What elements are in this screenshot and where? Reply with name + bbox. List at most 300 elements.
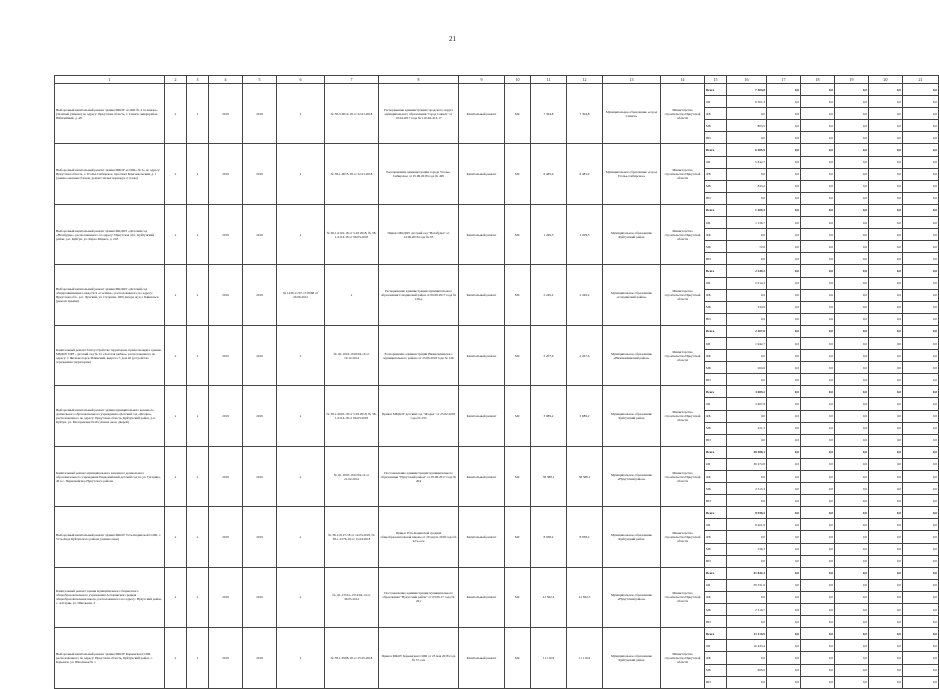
column-number-cell: 5 (243, 76, 277, 84)
funding-amount-cell: 0,0 (903, 676, 939, 688)
funding-amount-cell: 0,0 (903, 495, 939, 507)
funding-amount-cell: 0,0 (903, 591, 939, 603)
funding-amount-cell: 0,0 (903, 192, 939, 204)
expertise-cell: № 38-1-0568-18 от 25.05.2018 (325, 628, 379, 688)
municipality-cell: Муниципальное образование Куйтунский район (603, 386, 661, 446)
funding-source-cell: ОБ (705, 519, 727, 531)
funding-amount-cell: 0,0 (801, 241, 835, 253)
funding-amount-cell: 0,0 (869, 664, 903, 676)
funding-source-cell: ВИ (705, 616, 727, 628)
funding-source-cell: МБ (705, 241, 727, 253)
estimated-cost-cell: 2 249,2 (531, 265, 567, 325)
funding-amount-cell: 0,0 (869, 192, 903, 204)
funding-amount-cell: 0,0 (903, 507, 939, 519)
funding-amount-cell: 0,0 (869, 374, 903, 386)
funding-amount-cell: 0,0 (767, 156, 801, 168)
funding-source-cell: ВИ (705, 192, 727, 204)
funding-amount-cell: 0,0 (835, 229, 869, 241)
funding-amount-cell: 0,0 (869, 398, 903, 410)
funding-amount-cell: 0,0 (767, 120, 801, 132)
object-kind-cell: МС (505, 507, 531, 567)
col-2-cell: х (165, 446, 187, 506)
object-kind-cell: МС (505, 628, 531, 688)
customer-cell: Министерство строительства Иркутской области (661, 567, 705, 627)
funding-amount-cell: 843,2 (727, 180, 767, 192)
estimated-cost-cell: 3 689,2 (531, 386, 567, 446)
funding-source-cell: Всего (705, 204, 727, 216)
column-number-cell: 12 (567, 76, 603, 84)
col-2-cell: х (165, 567, 187, 627)
funding-amount-cell: 0,0 (869, 84, 903, 96)
object-kind-cell: МС (505, 325, 531, 385)
funding-amount-cell: 0,0 (801, 301, 835, 313)
object-kind-cell: МС (505, 386, 531, 446)
funding-amount-cell: 0,0 (801, 168, 835, 180)
funding-amount-cell: 0,0 (727, 555, 767, 567)
funding-amount-cell: 38 588,1 (727, 446, 767, 458)
funding-amount-cell: 0,0 (903, 168, 939, 180)
object-name-cell: Выборочный капитальный ремонт здания МБОУ «СОШ» № 5» по адресу: Иркутская область, г. Усолье-Сибирское, проспект Комсомольский, д. 1 (замена оконных блоков, ремонт малых коридора 2 этажа) (55, 144, 165, 204)
funding-amount-cell: 0,0 (835, 350, 869, 362)
funding-amount-cell: 0,0 (767, 567, 801, 579)
funding-amount-cell: 39 331,6 (727, 579, 767, 591)
funding-amount-cell: 0,0 (727, 192, 767, 204)
municipality-cell: Муниципальное образование «город Саянск» (603, 84, 661, 144)
end-year-cell: 2019 (243, 567, 277, 627)
object-kind-cell: МС (505, 144, 531, 204)
funding-amount-cell: 2 207,6 (727, 325, 767, 337)
funding-amount-cell: 0,0 (835, 362, 869, 374)
funding-amount-cell: 0,0 (767, 229, 801, 241)
funding-amount-cell: 0,0 (869, 471, 903, 483)
funding-source-cell: ВИ (705, 313, 727, 325)
funding-amount-cell: 0,0 (801, 446, 835, 458)
funding-amount-cell: 0,0 (835, 289, 869, 301)
funding-amount-cell: 0,0 (835, 180, 869, 192)
funding-amount-cell: 2 510,7 (727, 604, 767, 616)
funding-amount-cell: 0,0 (835, 434, 869, 446)
funding-amount-cell: 0,0 (801, 180, 835, 192)
funding-amount-cell: 0,0 (767, 144, 801, 156)
remaining-cost-cell: 1 209,3 (567, 204, 603, 264)
funding-amount-cell: 0,0 (903, 652, 939, 664)
funding-amount-cell: 0,0 (767, 495, 801, 507)
funding-amount-cell: 0,0 (869, 628, 903, 640)
funding-amount-cell: 221,3 (727, 422, 767, 434)
funding-amount-cell: 1 136,7 (727, 217, 767, 229)
funding-amount-cell: 0,0 (767, 362, 801, 374)
customer-cell: Министерство строительства Иркутской области (661, 628, 705, 688)
funding-amount-cell: 0,0 (801, 604, 835, 616)
funding-amount-cell: 0,0 (835, 241, 869, 253)
funding-amount-cell: 0,0 (869, 422, 903, 434)
funding-amount-cell: 0,0 (869, 567, 903, 579)
funding-amount-cell: 0,0 (903, 374, 939, 386)
funding-amount-cell: 0,0 (869, 350, 903, 362)
funding-amount-cell: 0,0 (835, 567, 869, 579)
funding-amount-cell: 0,0 (727, 374, 767, 386)
funding-amount-cell: 0,0 (903, 108, 939, 120)
funding-amount-cell: 0,0 (869, 180, 903, 192)
remaining-cost-cell: 3 689,2 (567, 386, 603, 446)
funding-amount-cell: 0,0 (869, 483, 903, 495)
funding-amount-cell: 0,0 (869, 531, 903, 543)
end-year-cell: 2019 (243, 84, 277, 144)
funding-amount-cell: 0,0 (903, 543, 939, 555)
funding-amount-cell: 0,0 (835, 471, 869, 483)
funding-amount-cell: 0,0 (727, 531, 767, 543)
funding-amount-cell: 0,0 (835, 156, 869, 168)
funding-amount-cell: 0,0 (767, 217, 801, 229)
col-3-cell: х (187, 325, 209, 385)
funding-amount-cell: 0,0 (801, 374, 835, 386)
column-number-cell: 15 (705, 76, 727, 84)
funding-source-cell: ВИ (705, 132, 727, 144)
start-year-cell: 2019 (209, 507, 243, 567)
work-type-cell: Капитальный ремонт (459, 446, 505, 506)
funding-source-cell: ФБ (705, 410, 727, 422)
funding-amount-cell: 0,0 (835, 301, 869, 313)
col-3-cell: х (187, 84, 209, 144)
funding-amount-cell: 0,0 (727, 229, 767, 241)
col-2-cell: х (165, 204, 187, 264)
funding-amount-cell: 0,0 (767, 543, 801, 555)
funding-amount-cell: 0,0 (903, 277, 939, 289)
funding-amount-cell: 0,0 (767, 337, 801, 349)
column-number-cell: 7 (325, 76, 379, 84)
funding-amount-cell: 0,0 (767, 265, 801, 277)
funding-amount-cell: 0,0 (869, 241, 903, 253)
funding-amount-cell: 0,0 (767, 350, 801, 362)
funding-amount-cell: 0,0 (903, 84, 939, 96)
funding-source-cell: ВИ (705, 676, 727, 688)
expertise-cell: № 38-1-0010-18 от 5.03.2018, № 38-1-0114-18 от 06.03.2018 (325, 386, 379, 446)
funding-source-cell: Всего (705, 628, 727, 640)
col-3-cell: х (187, 265, 209, 325)
funding-amount-cell: 3 689,2 (727, 386, 767, 398)
funding-amount-cell: 0,0 (835, 313, 869, 325)
funding-amount-cell: 0,0 (835, 676, 869, 688)
work-type-cell: Капитальный ремонт (459, 567, 505, 627)
col-2-cell: х (165, 628, 187, 688)
end-year-cell: 2019 (243, 265, 277, 325)
table-row (55, 265, 939, 277)
funding-amount-cell: 0,0 (801, 628, 835, 640)
funding-source-cell: ФБ (705, 591, 727, 603)
funding-amount-cell: 0,0 (767, 446, 801, 458)
column-number-cell: 3 (187, 76, 209, 84)
funding-amount-cell: 0,0 (903, 229, 939, 241)
funding-amount-cell: 0,0 (903, 410, 939, 422)
start-year-cell: 2019 (209, 84, 243, 144)
funding-source-cell: ВИ (705, 495, 727, 507)
funding-amount-cell: 0,0 (869, 277, 903, 289)
object-kind-cell: МС (505, 567, 531, 627)
object-kind-cell: МС (505, 446, 531, 506)
funding-amount-cell: 1 209,3 (727, 204, 767, 216)
funding-amount-cell: 2 014,3 (727, 277, 767, 289)
funding-amount-cell: 0,0 (903, 156, 939, 168)
funding-source-cell: ВИ (705, 374, 727, 386)
funding-amount-cell: 6 485,9 (727, 144, 767, 156)
col-3-cell: х (187, 386, 209, 446)
funding-amount-cell: 0,0 (903, 362, 939, 374)
funding-amount-cell: 0,0 (727, 616, 767, 628)
table-row (55, 204, 939, 216)
funding-amount-cell: 0,0 (903, 519, 939, 531)
funding-amount-cell: 0,0 (869, 458, 903, 470)
funding-amount-cell: 0,0 (869, 108, 903, 120)
funding-amount-cell: 0,0 (835, 204, 869, 216)
funding-amount-cell: 0,0 (903, 180, 939, 192)
decision-cell: Распоряжение администрации Нижнеилимского муниципального района от 25.06.2018 года № 146 (379, 325, 459, 385)
remaining-cost-cell: 38 588,1 (567, 446, 603, 506)
funding-amount-cell: 0,0 (835, 386, 869, 398)
end-year-cell: 2019 (243, 204, 277, 264)
funding-amount-cell: 0,0 (727, 471, 767, 483)
funding-amount-cell: 0,0 (903, 398, 939, 410)
funding-amount-cell: 2 249,2 (727, 265, 767, 277)
funding-source-cell: МБ (705, 664, 727, 676)
table-row (55, 567, 939, 579)
funding-amount-cell: 0,0 (903, 96, 939, 108)
expertise-cell: № 38-1-0110-18 от 5.03.2018, № 38-1-0114-18 от 06.03.2018 (325, 204, 379, 264)
start-year-cell: 2019 (209, 204, 243, 264)
column-number-cell: 1 (55, 76, 165, 84)
funding-amount-cell: 0,0 (767, 192, 801, 204)
funding-amount-cell: 0,0 (835, 422, 869, 434)
funding-amount-cell: 0,0 (869, 543, 903, 555)
col-2-cell: х (165, 84, 187, 144)
funding-amount-cell: 0,0 (835, 265, 869, 277)
funding-amount-cell: 0,0 (767, 410, 801, 422)
funding-amount-cell: 0,0 (869, 446, 903, 458)
funding-amount-cell: 0,0 (869, 616, 903, 628)
funding-amount-cell: 0,0 (801, 192, 835, 204)
col-2-cell: х (165, 144, 187, 204)
funding-amount-cell: 0,0 (767, 84, 801, 96)
funding-amount-cell: 0,0 (869, 168, 903, 180)
funding-amount-cell: 0,0 (869, 362, 903, 374)
column-number-row (55, 76, 939, 84)
program-table (54, 75, 939, 689)
funding-amount-cell: 0,0 (801, 229, 835, 241)
conclusion-cell: х (277, 386, 325, 446)
funding-amount-cell: 0,0 (869, 229, 903, 241)
funding-amount-cell: 0,0 (767, 96, 801, 108)
funding-amount-cell: 0,0 (801, 108, 835, 120)
funding-amount-cell: 10 443,4 (727, 640, 767, 652)
funding-amount-cell: 0,0 (903, 567, 939, 579)
funding-amount-cell: 0,0 (767, 289, 801, 301)
table-body (55, 76, 939, 689)
funding-amount-cell: 0,0 (801, 567, 835, 579)
funding-amount-cell: 0,0 (903, 616, 939, 628)
customer-cell: Министерство строительства Иркутской области (661, 507, 705, 567)
funding-amount-cell: 0,0 (903, 337, 939, 349)
funding-amount-cell: 0,0 (835, 640, 869, 652)
municipality-cell: Муниципальное образование Куйтунский район (603, 204, 661, 264)
funding-amount-cell: 0,0 (767, 616, 801, 628)
funding-amount-cell: 0,0 (767, 374, 801, 386)
municipality-cell: Муниципальное образование Куйтунский район (603, 507, 661, 567)
funding-source-cell: ФБ (705, 108, 727, 120)
funding-amount-cell: 0,0 (903, 204, 939, 216)
funding-source-cell: ВИ (705, 555, 727, 567)
decision-cell: Распоряжение администрации муниципального образования Слюдянский район от 06.06.2017 года № 136-р (379, 265, 459, 325)
funding-amount-cell: 0,0 (903, 265, 939, 277)
col-3-cell: х (187, 204, 209, 264)
funding-amount-cell: 0,0 (767, 531, 801, 543)
conclusion-cell: х (277, 507, 325, 567)
funding-amount-cell: 0,0 (801, 386, 835, 398)
funding-amount-cell: 0,0 (835, 120, 869, 132)
funding-amount-cell: 7 304,8 (727, 84, 767, 96)
funding-amount-cell: 3 467,9 (727, 398, 767, 410)
decision-cell: Распоряжение администрации города Усолье-Сибирское от 25.06.2018 года № 495 (379, 144, 459, 204)
funding-amount-cell: 0,0 (801, 217, 835, 229)
municipality-cell: Муниципальное образование «Нукутский район» (603, 446, 661, 506)
end-year-cell: 2019 (243, 628, 277, 688)
end-year-cell: 2019 (243, 446, 277, 506)
funding-amount-cell: 0,0 (903, 241, 939, 253)
funding-amount-cell: 5 642,7 (727, 156, 767, 168)
funding-amount-cell: 0,0 (835, 108, 869, 120)
funding-amount-cell: 0,0 (869, 519, 903, 531)
decision-cell: Постановление администрации муниципального образования "Нукутский район" от 05.06.2017 года № 204 (379, 446, 459, 506)
funding-amount-cell: 0,0 (801, 664, 835, 676)
funding-amount-cell: 0,0 (727, 108, 767, 120)
funding-amount-cell: 0,0 (835, 507, 869, 519)
remaining-cost-cell: 7 304,8 (567, 84, 603, 144)
customer-cell: Министерство строительства Иркутской области (661, 84, 705, 144)
funding-amount-cell: 0,0 (903, 531, 939, 543)
funding-amount-cell: 0,0 (727, 132, 767, 144)
funding-amount-cell: 0,0 (767, 386, 801, 398)
decision-cell: Приказ МКДОУ детский сад "Незабудка" от 14.06.2018 года № 65 (379, 204, 459, 264)
column-number-cell: 2 (165, 76, 187, 84)
column-number-cell: 6 (277, 76, 325, 84)
funding-amount-cell: 0,0 (767, 325, 801, 337)
funding-amount-cell: 0,0 (903, 253, 939, 265)
funding-source-cell: Всего (705, 265, 727, 277)
funding-amount-cell: 0,0 (801, 471, 835, 483)
funding-amount-cell: 0,0 (903, 640, 939, 652)
funding-amount-cell: 0,0 (835, 410, 869, 422)
funding-amount-cell: 0,0 (727, 168, 767, 180)
funding-amount-cell: 0,0 (835, 132, 869, 144)
funding-amount-cell: 0,0 (727, 313, 767, 325)
funding-amount-cell: 0,0 (801, 398, 835, 410)
funding-source-cell: МБ (705, 422, 727, 434)
funding-source-cell: ВИ (705, 253, 727, 265)
funding-amount-cell: 0,0 (835, 253, 869, 265)
funding-amount-cell: 0,0 (727, 350, 767, 362)
funding-amount-cell: 0,0 (869, 217, 903, 229)
funding-amount-cell: 0,0 (869, 640, 903, 652)
funding-amount-cell: 0,0 (801, 277, 835, 289)
funding-amount-cell: 0,0 (801, 96, 835, 108)
funding-amount-cell: 0,0 (835, 579, 869, 591)
table-row (55, 507, 939, 519)
estimated-cost-cell: 8 938,2 (531, 507, 567, 567)
remaining-cost-cell: 11 110,9 (567, 628, 603, 688)
column-number-cell: 18 (801, 76, 835, 84)
funding-amount-cell: 0,0 (767, 398, 801, 410)
funding-source-cell: ФБ (705, 289, 727, 301)
funding-amount-cell: 0,0 (903, 579, 939, 591)
funding-amount-cell: 0,0 (835, 337, 869, 349)
conclusion-cell: х (277, 567, 325, 627)
funding-amount-cell: 0,0 (903, 471, 939, 483)
funding-amount-cell: 0,0 (767, 301, 801, 313)
expertise-cell: х (325, 265, 379, 325)
col-3-cell: х (187, 446, 209, 506)
col-3-cell: х (187, 628, 209, 688)
funding-source-cell: ОБ (705, 217, 727, 229)
funding-source-cell: ФБ (705, 652, 727, 664)
funding-amount-cell: 0,0 (727, 676, 767, 688)
funding-amount-cell: 234,9 (727, 301, 767, 313)
funding-amount-cell: 0,0 (767, 204, 801, 216)
funding-amount-cell: 0,0 (903, 386, 939, 398)
funding-amount-cell: 0,0 (767, 640, 801, 652)
funding-amount-cell: 0,0 (767, 313, 801, 325)
funding-amount-cell: 0,0 (869, 495, 903, 507)
start-year-cell: 2019 (209, 567, 243, 627)
funding-amount-cell: 0,0 (727, 495, 767, 507)
start-year-cell: 2019 (209, 386, 243, 446)
col-2-cell: х (165, 265, 187, 325)
funding-source-cell: Всего (705, 325, 727, 337)
funding-source-cell: ФБ (705, 168, 727, 180)
customer-cell: Министерство строительства Иркутской области (661, 144, 705, 204)
funding-amount-cell: 0,0 (835, 168, 869, 180)
conclusion-cell: х (277, 204, 325, 264)
object-name-cell: Выборочный капитальный ремонт здания МКДОУ «Детский сад общеразвивающего вида № 9 «Сосёнка», расположенного по адресу: Иркутская обл., р.п. Чунский, ул. Гагарина, 289 (литера А) в г. Байкальск (ремонт крыши) (55, 265, 165, 325)
expertise-cell: № Д1-1003-1162/04-14 от 21.02.2014 (325, 446, 379, 506)
table-row (55, 84, 939, 96)
funding-amount-cell: 0,0 (727, 289, 767, 301)
funding-amount-cell: 0,0 (869, 604, 903, 616)
funding-amount-cell: 0,0 (835, 374, 869, 386)
funding-amount-cell: 0,0 (903, 350, 939, 362)
funding-amount-cell: 0,0 (835, 277, 869, 289)
start-year-cell: 2019 (209, 628, 243, 688)
funding-amount-cell: 6 501,3 (727, 96, 767, 108)
funding-source-cell: МБ (705, 543, 727, 555)
work-type-cell: Капитальный ремонт (459, 325, 505, 385)
funding-amount-cell: 2 315,3 (727, 483, 767, 495)
end-year-cell: 2019 (243, 507, 277, 567)
col-3-cell: х (187, 507, 209, 567)
start-year-cell: 2019 (209, 144, 243, 204)
funding-amount-cell: 72,6 (727, 241, 767, 253)
table-row (55, 144, 939, 156)
funding-amount-cell: 0,0 (727, 652, 767, 664)
end-year-cell: 2019 (243, 386, 277, 446)
remaining-cost-cell: 41 842,3 (567, 567, 603, 627)
funding-source-cell: МБ (705, 483, 727, 495)
object-name-cell: Капитальный ремонт здания муниципального бюджетного общеобразовательного учреждения Алтарикская средняя общеобразовательная школа, расположенного по адресу: Нукутский район, с. Алтарик, ул. Школьная, 3 (55, 567, 165, 627)
object-name-cell: Капитальный ремонт муниципального казенного дошкольного образовательного учреждения Первомайский детский сад по ул. Гагарина, 40 в с. Первомайское Нукутского района (55, 446, 165, 506)
funding-source-cell: Всего (705, 446, 727, 458)
funding-amount-cell: 0,0 (835, 144, 869, 156)
funding-source-cell: Всего (705, 567, 727, 579)
estimated-cost-cell: 2 207,6 (531, 325, 567, 385)
funding-amount-cell: 0,0 (903, 132, 939, 144)
column-number-cell: 11 (531, 76, 567, 84)
